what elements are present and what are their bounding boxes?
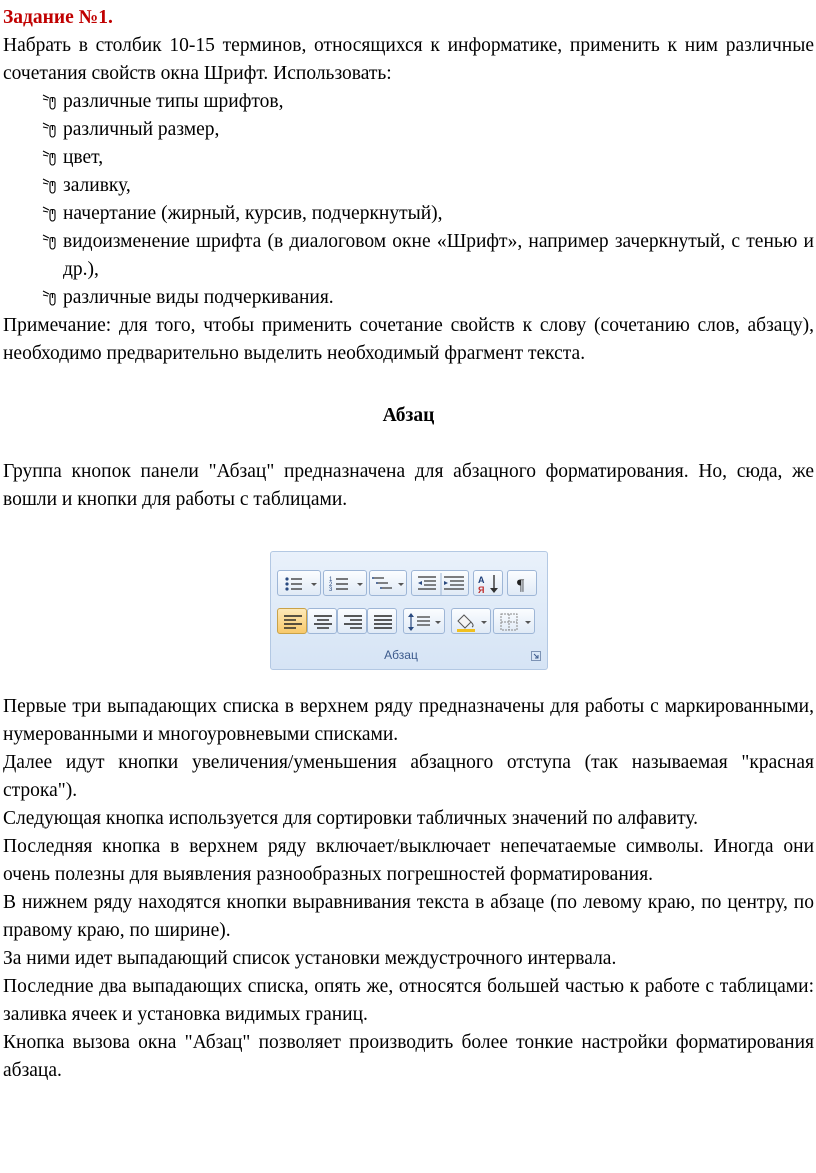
indent-buttons[interactable]	[411, 570, 469, 596]
decrease-indent-icon	[412, 571, 470, 597]
mouse-pointer-icon	[41, 93, 59, 111]
line-spacing-button[interactable]	[403, 608, 445, 634]
mouse-pointer-icon	[41, 289, 59, 307]
mouse-pointer-icon	[41, 177, 59, 195]
list-item	[41, 284, 814, 312]
section-heading: Абзац	[382, 405, 435, 426]
description-paragraph: Кнопка вызова окна "Абзац" позволяет производить более тонкие настройки форматирования абзаца.	[3, 1032, 814, 1081]
description-paragraph: Первые три выпадающих списка в верхнем ряду предназначены для работы с маркированными, нумерованными и многоуровневыми списками.	[3, 696, 814, 745]
task-intro: Набрать в столбик 10-15 терминов, относящихся к информатике, применить к ним различные сочетания свойств окна Шрифт. Использовать:	[3, 35, 814, 84]
list-item	[41, 116, 814, 144]
svg-text:Я: Я	[478, 585, 485, 595]
task-bullet-list	[3, 88, 814, 312]
svg-text:2: 2	[329, 582, 333, 588]
mouse-pointer-icon	[41, 149, 59, 167]
description-paragraph: Последняя кнопка в верхнем ряду включает/выключает непечатаемые символы. Иногда они очень полезны для выявления разнообразных погрешностей форматирования.	[3, 836, 814, 885]
shading-button[interactable]	[451, 608, 491, 634]
description-paragraph: В нижнем ряду находятся кнопки выравнивания текста в абзаце (по левому краю, по центру, по правому краю, по ширине).	[3, 892, 814, 941]
align-center-icon	[308, 609, 338, 635]
multilevel-list-icon	[370, 571, 408, 597]
align-right-icon	[338, 609, 368, 635]
align-left-icon	[278, 609, 308, 635]
bullets-button[interactable]	[277, 570, 321, 596]
ribbon-group-label: Абзац	[384, 648, 418, 662]
list-item	[41, 228, 814, 284]
svg-text:3: 3	[329, 587, 333, 593]
sort-button[interactable]	[473, 570, 503, 596]
description-paragraph: Следующая кнопка используется для сортировки табличных значений по алфавиту.	[3, 808, 699, 829]
justify-button[interactable]	[367, 608, 397, 634]
borders-button[interactable]	[493, 608, 535, 634]
paragraph-ribbon-group	[270, 551, 548, 670]
bullet-text: видоизменение шрифта (в диалоговом окне «Шрифт», например зачеркнутый, с тенью и др.),	[63, 231, 814, 280]
sort-icon	[474, 571, 504, 597]
list-item	[41, 88, 814, 116]
bullet-text: заливку,	[63, 175, 131, 196]
mouse-pointer-icon	[41, 121, 59, 139]
mouse-pointer-icon	[41, 205, 59, 223]
mouse-pointer-icon	[41, 233, 59, 251]
numbering-icon	[324, 571, 368, 597]
list-item	[41, 144, 814, 172]
svg-text:A: A	[478, 575, 485, 585]
task-note: Примечание: для того, чтобы применить сочетание свойств к слову (сочетанию слов, абзацу), необходимо предварительно выделить необходимый фрагмент текста.	[3, 315, 814, 364]
description-paragraph: Далее идут кнопки увеличения/уменьшения абзацного отступа (так называемая "красная строка").	[3, 752, 814, 801]
show-formatting-marks-icon	[508, 571, 538, 597]
document-page	[3, 4, 814, 514]
bullet-text: различные типы шрифтов,	[63, 91, 284, 112]
align-center-button[interactable]	[307, 608, 337, 634]
description-paragraph: За ними идет выпадающий список установки междустрочного интервала.	[3, 948, 617, 969]
description-section	[3, 693, 814, 1085]
multilevel-list-button[interactable]	[369, 570, 407, 596]
bullet-text: различные виды подчеркивания.	[63, 287, 334, 308]
section-intro: Группа кнопок панели "Абзац" предназначена для абзацного форматирования. Но, сюда, же вошли и кнопки для работы с таблицами.	[3, 461, 814, 510]
borders-icon	[494, 609, 536, 635]
show-formatting-marks-button[interactable]	[507, 570, 537, 596]
bullet-text: цвет,	[63, 147, 104, 168]
numbering-button[interactable]	[323, 570, 367, 596]
justify-icon	[368, 609, 398, 635]
list-item	[41, 200, 814, 228]
align-left-button[interactable]	[277, 608, 307, 634]
svg-text:¶: ¶	[517, 577, 525, 594]
task-title: Задание №1.	[3, 7, 113, 28]
bullet-text: начертание (жирный, курсив, подчеркнутый),	[63, 203, 443, 224]
description-paragraph: Последние два выпадающих списка, опять же, относятся большей частью к работе с таблицами: заливка ячеек и установка видимых границ.	[3, 976, 814, 1025]
shading-icon	[452, 609, 492, 635]
align-right-button[interactable]	[337, 608, 367, 634]
line-spacing-icon	[404, 609, 446, 635]
bullet-text: различный размер,	[63, 119, 220, 140]
list-item	[41, 172, 814, 200]
svg-text:1: 1	[329, 577, 333, 583]
dialog-launcher-icon[interactable]	[531, 651, 541, 661]
bullets-icon	[278, 571, 322, 597]
